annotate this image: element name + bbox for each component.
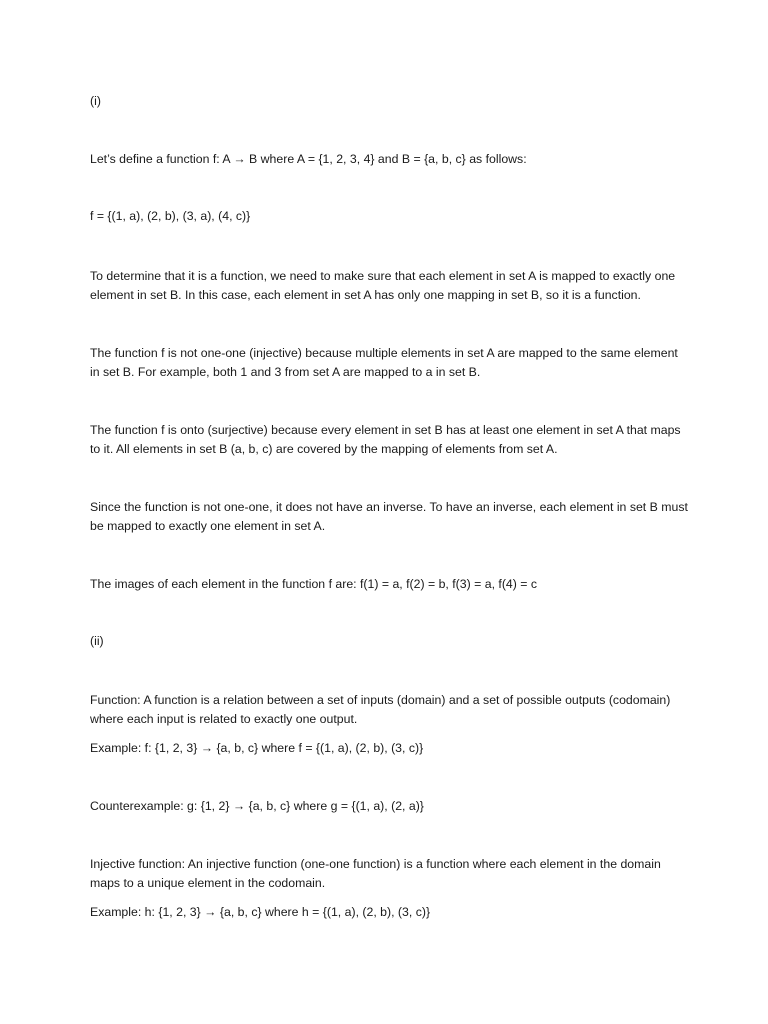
paragraph-injective-definition: Injective function: An injective function (one-one function) is a function where each element in the domain maps to a unique element in the codomain. bbox=[90, 857, 661, 890]
paragraph-counterexample: Counterexample: g: {1, 2} → {a, b, c} where g = {(1, a), (2, a)} bbox=[90, 799, 424, 813]
section-label-ii: (ii) bbox=[90, 634, 104, 648]
paragraph-function-example: Example: f: {1, 2, 3} → {a, b, c} where f = {(1, a), (2, b), (3, c)} bbox=[90, 741, 424, 755]
section-label-i: (i) bbox=[90, 94, 101, 108]
paragraph-surjective: The function f is onto (surjective) because every element in set B has at least one element in set A that maps to it. All elements in set B (a, b, c) are covered by the mapping of elements from set A. bbox=[90, 423, 681, 456]
paragraph-not-injective: The function f is not one-one (injective) because multiple elements in set A are mapped to the same element in set B. For example, both 1 and 3 from set A are mapped to a in set B. bbox=[90, 346, 678, 379]
paragraph-is-function: To determine that it is a function, we need to make sure that each element in set A is mapped to exactly one element in set B. In this case, each element in set A has only one mapping in set B, so it is a function. bbox=[90, 269, 676, 302]
paragraph-function-set: f = {(1, a), (2, b), (3, a), (4, c)} bbox=[90, 209, 251, 223]
paragraph-no-inverse: Since the function is not one-one, it does not have an inverse. To have an inverse, each element in set B must be mapped to exactly one element in set A. bbox=[90, 500, 688, 533]
paragraph-define-function: Let’s define a function f: A → B where A = {1, 2, 3, 4} and B = {a, b, c} as follows: bbox=[90, 152, 527, 166]
paragraph-function-definition: Function: A function is a relation between a set of inputs (domain) and a set of possible outputs (codomain) where each input is related to exactly one output. bbox=[90, 693, 671, 726]
paragraph-images: The images of each element in the function f are: f(1) = a, f(2) = b, f(3) = a, f(4) = c bbox=[90, 577, 538, 591]
paragraph-injective-example: Example: h: {1, 2, 3} → {a, b, c} where h = {(1, a), (2, b), (3, c)} bbox=[90, 905, 431, 919]
